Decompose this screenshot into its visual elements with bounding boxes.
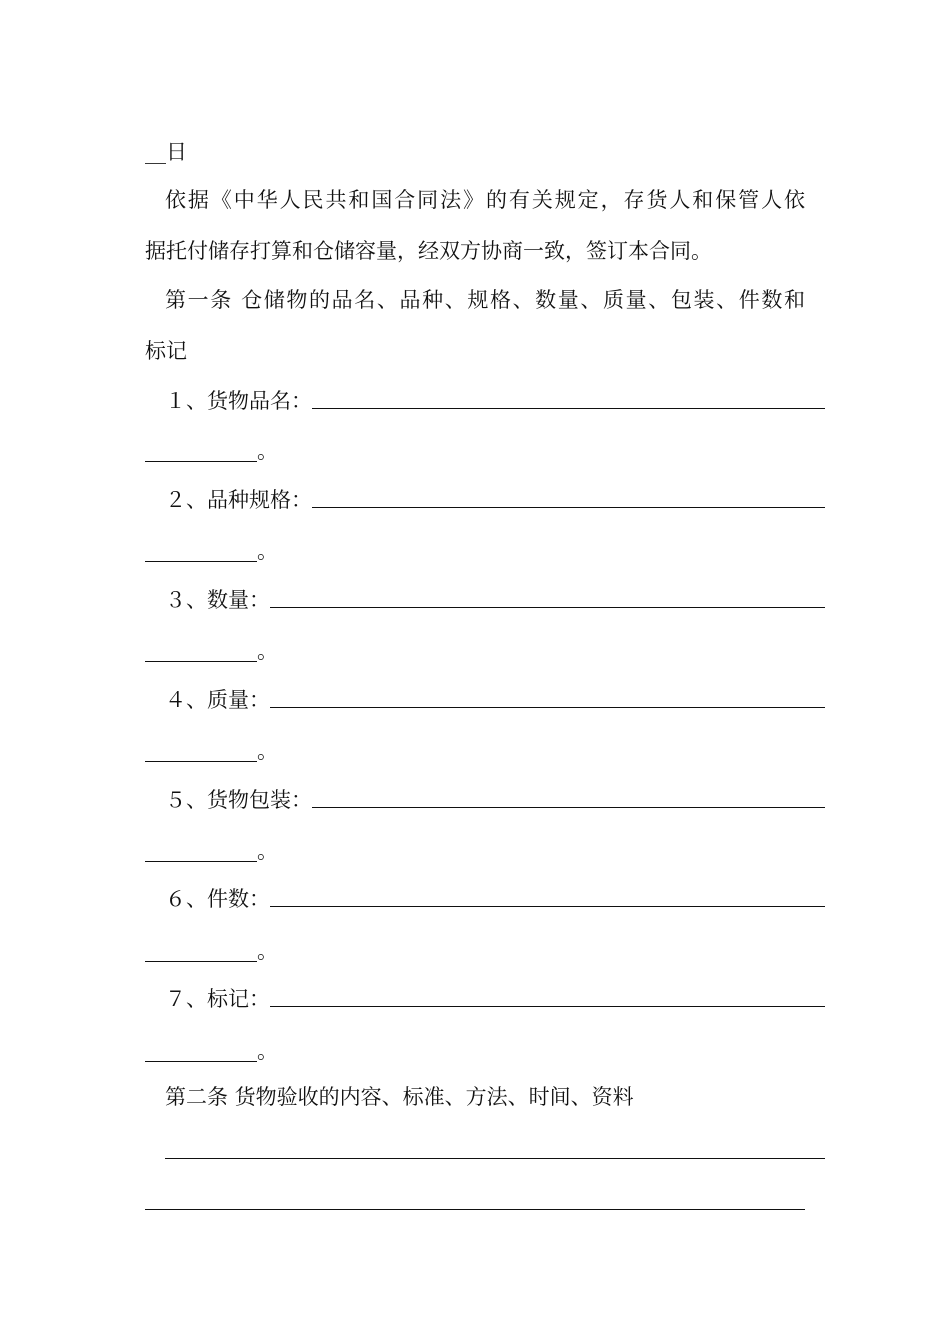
item-quantity[interactable] xyxy=(145,585,825,615)
blank-line[interactable] xyxy=(270,906,825,907)
article-2-blank-line-2[interactable] xyxy=(145,1187,805,1217)
item-goods-name[interactable] xyxy=(145,386,825,416)
item-piece-count-continuation[interactable] xyxy=(145,936,805,966)
item-piece-count[interactable] xyxy=(145,884,825,914)
item-label: ５、货物包装： xyxy=(165,788,312,812)
date-fragment: __日 xyxy=(145,140,187,164)
item-marking[interactable] xyxy=(145,984,825,1014)
item-variety-spec[interactable] xyxy=(145,485,825,515)
period: 。 xyxy=(257,1039,278,1063)
article-1-heading-line-2: 标记 xyxy=(145,339,187,363)
blank-line[interactable] xyxy=(165,1158,825,1159)
blank-line[interactable] xyxy=(145,1058,257,1062)
intro-paragraph-line-1: 依据《中华人民共和国合同法》的有关规定，存货人和保管人依 xyxy=(165,188,805,212)
blank-line[interactable] xyxy=(145,658,257,662)
blank-line[interactable] xyxy=(145,458,257,462)
blank-line[interactable] xyxy=(270,607,825,608)
item-quantity-continuation[interactable] xyxy=(145,636,805,666)
blank-line[interactable] xyxy=(270,707,825,708)
blank-line[interactable] xyxy=(145,858,257,862)
item-label: ２、品种规格： xyxy=(165,488,312,512)
article-1-heading-line-1: 第一条 仓储物的品名、品种、规格、数量、质量、包装、件数和 xyxy=(165,288,805,312)
blank-line[interactable] xyxy=(270,1006,825,1007)
period: 。 xyxy=(257,639,278,663)
period: 。 xyxy=(257,539,278,563)
item-packaging-continuation[interactable] xyxy=(145,836,805,866)
item-quality-continuation[interactable] xyxy=(145,736,805,766)
period: 。 xyxy=(257,839,278,863)
item-label: ６、件数： xyxy=(165,887,270,911)
period: 。 xyxy=(257,939,278,963)
item-variety-spec-continuation[interactable] xyxy=(145,536,805,566)
blank-line[interactable] xyxy=(145,758,257,762)
item-marking-continuation[interactable] xyxy=(145,1036,805,1066)
item-label: ７、标记： xyxy=(165,987,270,1011)
item-label: １、货物品名： xyxy=(165,389,312,413)
item-quality[interactable] xyxy=(145,685,825,715)
blank-line[interactable] xyxy=(312,807,825,808)
blank-line[interactable] xyxy=(145,1209,805,1210)
period: 。 xyxy=(257,739,278,763)
blank-line[interactable] xyxy=(312,507,825,508)
item-label: ４、质量： xyxy=(165,688,270,712)
blank-line[interactable] xyxy=(145,958,257,962)
article-2-blank-line-1[interactable] xyxy=(145,1136,825,1166)
blank-line[interactable] xyxy=(312,408,825,409)
period: 。 xyxy=(257,439,278,463)
blank-line[interactable] xyxy=(145,558,257,562)
item-packaging[interactable] xyxy=(145,785,825,815)
article-2-heading: 第二条 货物验收的内容、标准、方法、时间、资料 xyxy=(165,1085,634,1109)
item-goods-name-continuation[interactable] xyxy=(145,436,805,466)
intro-paragraph-line-2: 据托付储存打算和仓储容量，经双方协商一致，签订本合同。 xyxy=(145,239,712,263)
item-label: ３、数量： xyxy=(165,588,270,612)
